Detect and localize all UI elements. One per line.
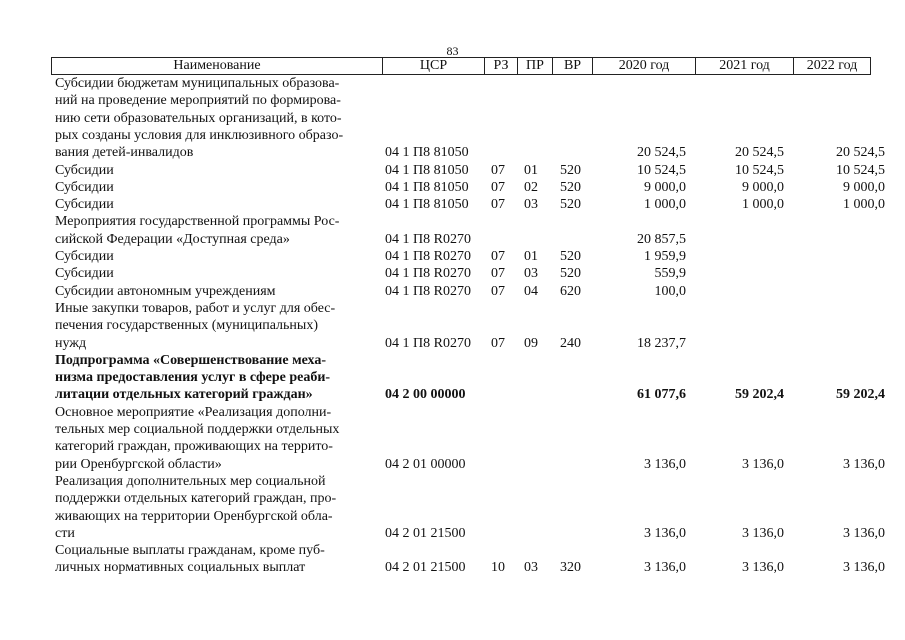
- row-rz: 07: [491, 197, 505, 213]
- table-row: [0, 144, 905, 161]
- row-csr: 04 1 П8 81050: [385, 162, 469, 178]
- row-2022: 3 136,0: [843, 456, 885, 472]
- row-2022: 59 202,4: [836, 387, 885, 403]
- table-row: [0, 75, 905, 92]
- row-2021: 59 202,4: [735, 387, 784, 403]
- header-name: Наименование: [52, 58, 383, 74]
- header-pr: ПР: [518, 58, 553, 74]
- table-row: [0, 490, 905, 507]
- table-row: [0, 283, 905, 300]
- table-row: [0, 127, 905, 144]
- table-row: [0, 421, 905, 438]
- row-name: Подпрограмма «Совершенствование меха-: [55, 352, 327, 368]
- row-csr: 04 2 00 00000: [385, 387, 466, 403]
- table-header: [51, 57, 871, 75]
- row-2022: 1 000,0: [843, 197, 885, 213]
- row-name: сийской Федерации «Доступная среда»: [55, 231, 290, 247]
- table-row: [0, 231, 905, 248]
- header-rz: РЗ: [485, 58, 518, 74]
- header-2020: 2020 год: [593, 58, 696, 74]
- row-name: печения государственных (муниципальных): [55, 318, 318, 334]
- row-csr: 04 1 П8 R0270: [385, 283, 471, 299]
- table-row: [0, 404, 905, 421]
- row-name: Субсидии: [55, 197, 114, 213]
- row-name: Социальные выплаты гражданам, кроме пуб-: [55, 543, 325, 559]
- table-row: [0, 179, 905, 196]
- row-name: вания детей-инвалидов: [55, 145, 194, 161]
- header-2022: 2022 год: [806, 58, 858, 73]
- table-row: [0, 213, 905, 230]
- row-vr: 240: [560, 335, 581, 351]
- row-vr: 520: [560, 197, 581, 213]
- row-name: Субсидии бюджетам муниципальных образова-: [55, 76, 340, 91]
- row-2020: 20 524,5: [637, 145, 686, 161]
- row-vr: 620: [560, 283, 581, 299]
- row-name: Субсидии: [55, 179, 114, 195]
- row-rz: 07: [491, 249, 505, 264]
- row-pr: 01: [524, 162, 538, 178]
- row-csr: 04 1 П8 81050: [385, 145, 469, 161]
- table-row: [0, 369, 905, 386]
- table-row: [0, 265, 905, 282]
- table-row: [0, 110, 905, 127]
- row-pr: 03: [524, 266, 538, 282]
- row-name: живающих на территории Оренбургской обла-: [55, 508, 333, 524]
- row-vr: 520: [560, 179, 581, 195]
- table-row: [0, 508, 905, 525]
- row-2020: 3 136,0: [644, 525, 686, 541]
- table-row: [0, 317, 905, 334]
- table-row: [0, 162, 905, 179]
- row-pr: 01: [524, 249, 538, 264]
- row-name: Субсидии: [55, 266, 114, 282]
- table-row: [0, 559, 905, 576]
- row-vr: 320: [560, 560, 581, 576]
- row-name: категорий граждан, проживающих на террито-: [55, 439, 333, 455]
- row-name: Субсидии: [55, 249, 114, 264]
- row-2022: 20 524,5: [836, 145, 885, 161]
- row-2020: 1 959,9: [644, 249, 686, 264]
- row-2020: 1 000,0: [644, 197, 686, 213]
- table-row: [0, 473, 905, 490]
- row-csr: 04 1 П8 R0270: [385, 266, 471, 282]
- row-2020: 3 136,0: [644, 560, 686, 576]
- row-2021: 20 524,5: [735, 145, 784, 161]
- row-name: рых созданы условия для инклюзивного образо-: [55, 127, 344, 143]
- header-vr: ВР: [553, 58, 593, 74]
- row-name: литации отдельных категорий граждан»: [55, 387, 313, 403]
- table-row: [0, 438, 905, 455]
- row-2020: 20 857,5: [637, 231, 686, 247]
- row-rz: 10: [491, 560, 505, 576]
- row-name: низма предоставления услуг в сфере реаби-: [55, 370, 331, 386]
- row-2020: 9 000,0: [644, 179, 686, 195]
- row-rz: 07: [491, 179, 505, 195]
- row-vr: 520: [560, 162, 581, 178]
- row-csr: 04 1 П8 81050: [385, 197, 469, 213]
- table-row: [0, 386, 905, 403]
- row-2021: 3 136,0: [742, 560, 784, 576]
- row-csr: 04 1 П8 R0270: [385, 335, 471, 351]
- table-row: [0, 352, 905, 369]
- row-name: Субсидии: [55, 162, 114, 178]
- row-name: Реализация дополнительных мер социальной: [55, 473, 326, 489]
- row-csr: 04 1 П8 R0270: [385, 249, 471, 264]
- row-2022: 3 136,0: [843, 560, 885, 576]
- row-csr: 04 2 01 21500: [385, 560, 466, 576]
- row-rz: 07: [491, 266, 505, 282]
- table-row: [0, 335, 905, 352]
- row-csr: 04 2 01 21500: [385, 525, 466, 541]
- row-pr: 04: [524, 283, 538, 299]
- table-row: [0, 456, 905, 473]
- row-2022: 3 136,0: [843, 525, 885, 541]
- row-2022: 9 000,0: [843, 179, 885, 195]
- row-name: Основное мероприятие «Реализация дополни-: [55, 404, 332, 420]
- row-2021: 1 000,0: [742, 197, 784, 213]
- row-pr: 02: [524, 179, 538, 195]
- row-2021: 10 524,5: [735, 162, 784, 178]
- row-name: Субсидии автономным учреждениям: [55, 283, 276, 299]
- row-name: тельных мер социальной поддержки отдельных: [55, 422, 340, 437]
- page-number: 83: [446, 44, 459, 58]
- table-row: [0, 92, 905, 109]
- table-row: [0, 525, 905, 542]
- row-pr: 09: [524, 335, 538, 351]
- row-vr: 520: [560, 249, 581, 264]
- row-2021: 3 136,0: [742, 456, 784, 472]
- row-csr: 04 2 01 00000: [385, 456, 466, 472]
- row-2021: 3 136,0: [742, 525, 784, 541]
- table-row: [0, 196, 905, 213]
- row-pr: 03: [524, 560, 538, 576]
- row-name: нию сети образовательных организаций, в кото-: [55, 110, 342, 126]
- row-name: рии Оренбургской области»: [55, 456, 222, 472]
- row-name: Мероприятия государственной программы Рос-: [55, 214, 340, 230]
- row-2020: 18 237,7: [637, 335, 686, 351]
- row-2020: 61 077,6: [637, 387, 686, 403]
- row-name: ний на проведение мероприятий по формирова-: [55, 93, 341, 109]
- row-2020: 559,9: [654, 266, 686, 282]
- row-vr: 520: [560, 266, 581, 282]
- row-name: сти: [55, 525, 75, 541]
- row-name: поддержки отдельных категорий граждан, про-: [55, 491, 337, 507]
- row-csr: 04 1 П8 81050: [385, 179, 469, 195]
- row-2020: 100,0: [654, 283, 686, 299]
- row-rz: 07: [491, 283, 505, 299]
- row-2020: 3 136,0: [644, 456, 686, 472]
- table-row: [0, 248, 905, 265]
- header-csr: ЦСР: [383, 58, 485, 74]
- row-rz: 07: [491, 162, 505, 178]
- row-name: личных нормативных социальных выплат: [55, 560, 306, 576]
- header-2021: 2021 год: [696, 58, 794, 74]
- row-name: нужд: [55, 335, 87, 351]
- table-row: [0, 542, 905, 559]
- row-2020: 10 524,5: [637, 162, 686, 178]
- row-csr: 04 1 П8 R0270: [385, 231, 471, 247]
- row-2022: 10 524,5: [836, 162, 885, 178]
- table-row: [0, 300, 905, 317]
- row-2021: 9 000,0: [742, 179, 784, 195]
- row-pr: 03: [524, 197, 538, 213]
- row-name: Иные закупки товаров, работ и услуг для обес-: [55, 300, 336, 316]
- row-rz: 07: [491, 335, 505, 351]
